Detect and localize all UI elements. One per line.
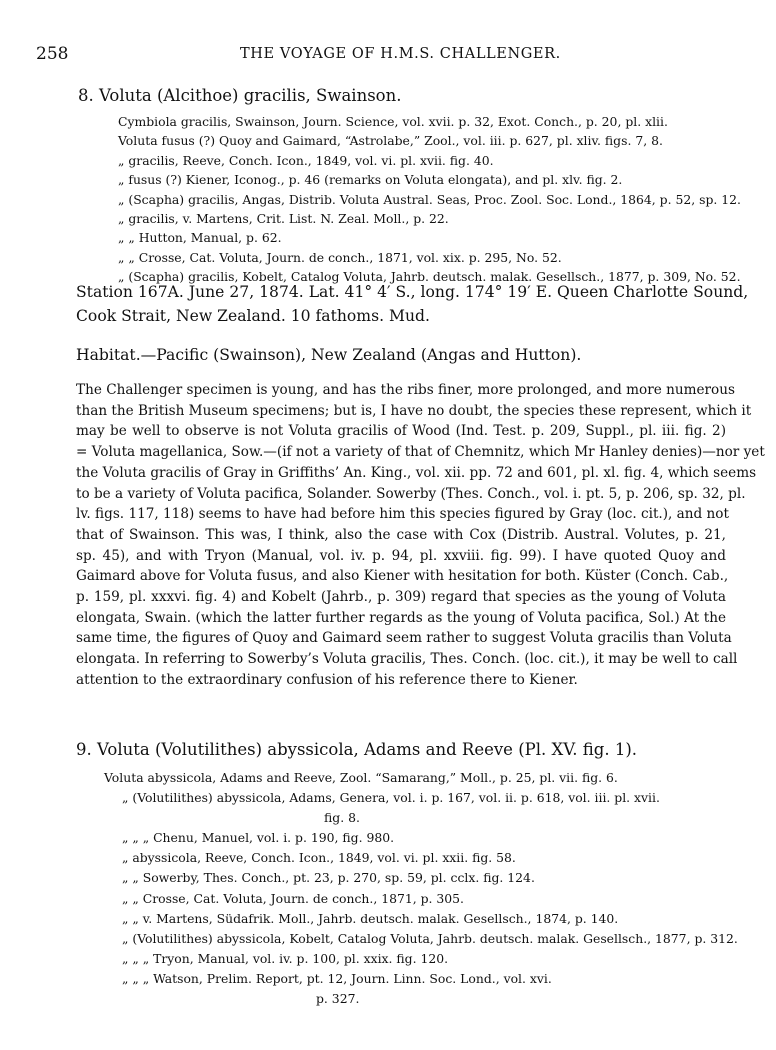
page-number: 258 <box>36 44 69 64</box>
species-9-synonymy <box>104 768 738 1009</box>
species-9-title: 9. Voluta (Volutilithes) abyssicola, Adams and Reeve (Pl. XV. fig. 1). <box>76 740 637 759</box>
synonym-line: Cymbiola gracilis, Swainson, Journ. Science, vol. xvii. p. 32, Exot. Conch., p. 20, pl. xlii. <box>118 114 668 129</box>
synonym-line: p. 327. <box>316 991 360 1007</box>
synonym-line: „ „ Crosse, Cat. Voluta, Journ. de conch., 1871, p. 305. <box>122 890 465 906</box>
discussion-line: lv. figs. 117, 118) seems to have had before him this species figured by Gray (loc. cit.), and not <box>76 506 729 523</box>
synonym-line: „ „ „ Watson, Prelim. Report, pt. 12, Journ. Linn. Soc. Lond., vol. xvi. <box>122 970 552 986</box>
discussion-line: that of Swainson. This was, I think, also the case with Cox (Distrib. Austral. Volutes, p. 21, <box>76 526 726 543</box>
discussion-line: Gaimard above for Voluta fusus, and also Kiener with hesitation for both. Küster (Conch. Cab., <box>76 568 729 585</box>
synonym-line: „ abyssicola, Reeve, Conch. Icon., 1849, vol. vi. pl. xxii. fig. 58. <box>122 850 516 866</box>
discussion-line: sp. 45), and with Tryon (Manual, vol. iv. p. 94, pl. xxviii. fig. 99). I have quoted Quoy and <box>76 547 726 564</box>
synonym-line: „ „ Hutton, Manual, p. 62. <box>118 230 282 246</box>
synonym-line: „ gracilis, Reeve, Conch. Icon., 1849, vol. vi. pl. xvii. fig. 40. <box>118 152 494 168</box>
synonym-line: „ (Volutilithes) abyssicola, Adams, Genera, vol. i. p. 167, vol. ii. p. 618, vol. iii. pl. xvii. <box>122 790 660 806</box>
synonym-line: „ (Scapha) gracilis, Angas, Distrib. Voluta Austral. Seas, Proc. Zool. Soc. Lond., 1864, p. 52, sp. 12. <box>118 191 741 207</box>
running-head: THE VOYAGE OF H.M.S. CHALLENGER. <box>240 46 561 62</box>
discussion-line: = Voluta magellanica, Sow.—(if not a variety of that of Chemnitz, which Mr Hanley denies)—nor yet <box>76 444 765 461</box>
discussion-line: may be well to observe is not Voluta gracilis of Wood (Ind. Test. p. 209, Suppl., pl. iii. fig. 2) <box>76 423 726 440</box>
synonym-line: „ „ Crosse, Cat. Voluta, Journ. de conch., 1871, vol. xix. p. 295, No. 52. <box>118 249 562 265</box>
discussion-line: elongata. In referring to Sowerby’s Voluta gracilis, Thes. Conch. (loc. cit.), it may be well to call <box>76 651 738 668</box>
discussion-paragraph <box>76 380 765 691</box>
synonym-line: fig. 8. <box>324 810 360 826</box>
discussion-line: elongata, Swain. (which the latter further regards as the young of Voluta pacifica, Sol.) At the <box>76 609 726 626</box>
synonym-line: „ „ „ Tryon, Manual, vol. iv. p. 100, pl. xxix. fig. 120. <box>122 950 449 966</box>
synonym-line: Voluta fusus (?) Quoy and Gaimard, “Astrolabe,” Zool., vol. iii. p. 627, pl. xliv. figs. 7, 8. <box>118 133 663 149</box>
discussion-line: same time, the figures of Quoy and Gaimard seem rather to suggest Voluta gracilis than Voluta <box>76 630 732 647</box>
station-record: Station 167A. June 27, 1874. Lat. 41° 4′ S., long. 174° 19′ E. Queen Charlotte Sound, Cook Strait, New Zealand. 10 fathoms. Mud. <box>76 283 749 325</box>
habitat: Habitat.—Pacific (Swainson), New Zealand (Angas and Hutton). <box>76 346 582 364</box>
discussion-line: attention to the extraordinary confusion of his reference there to Kiener. <box>76 671 578 688</box>
discussion-line: The Challenger specimen is young, and has the ribs finer, more prolonged, and more numerous <box>76 382 735 398</box>
discussion-line: p. 159, pl. xxxvi. fig. 4) and Kobelt (Jahrb., p. 309) regard that species as the young of Voluta <box>76 589 726 606</box>
synonym-line: Voluta abyssicola, Adams and Reeve, Zool. “Samarang,” Moll., p. 25, pl. vii. fig. 6. <box>104 770 618 785</box>
discussion-line: the Voluta gracilis of Gray in Griffiths’ An. King., vol. xii. pp. 72 and 601, pl. xl. fig. 4, which seems <box>76 464 757 481</box>
synonym-line: „ gracilis, v. Martens, Crit. List. N. Zeal. Moll., p. 22. <box>118 211 449 227</box>
synonym-line: „ (Scapha) gracilis, Kobelt, Catalog Voluta, Jahrb. deutsch. malak. Gesellsch., 1877, p. 309, No. 52. <box>118 269 741 285</box>
discussion-line: to be a variety of Voluta pacifica, Solander. Sowerby (Thes. Conch., vol. i. pt. 5, p. 206, sp. 32, pl. <box>76 485 746 502</box>
discussion-line: than the British Museum specimens; but is, I have no doubt, the species these represent, which it <box>76 402 752 419</box>
synonym-line: „ fusus (?) Kiener, Iconog., p. 46 (remarks on Voluta elongata), and pl. xlv. fig. 2. <box>118 172 623 188</box>
species-8-synonymy <box>118 112 741 287</box>
synonym-line: „ „ Sowerby, Thes. Conch., pt. 23, p. 270, sp. 59, pl. cclx. fig. 124. <box>122 870 535 886</box>
synonym-line: „ „ v. Martens, Südafrik. Moll., Jahrb. deutsch. malak. Gesellsch., 1874, p. 140. <box>122 910 619 926</box>
synonym-line: „ „ „ Chenu, Manuel, vol. i. p. 190, fig. 980. <box>122 830 395 846</box>
species-8-title: 8. Voluta (Alcithoe) gracilis, Swainson. <box>78 86 402 105</box>
synonym-line: „ (Volutilithes) abyssicola, Kobelt, Catalog Voluta, Jahrb. deutsch. malak. Gesellsch., 1877, p. 312. <box>122 930 738 946</box>
